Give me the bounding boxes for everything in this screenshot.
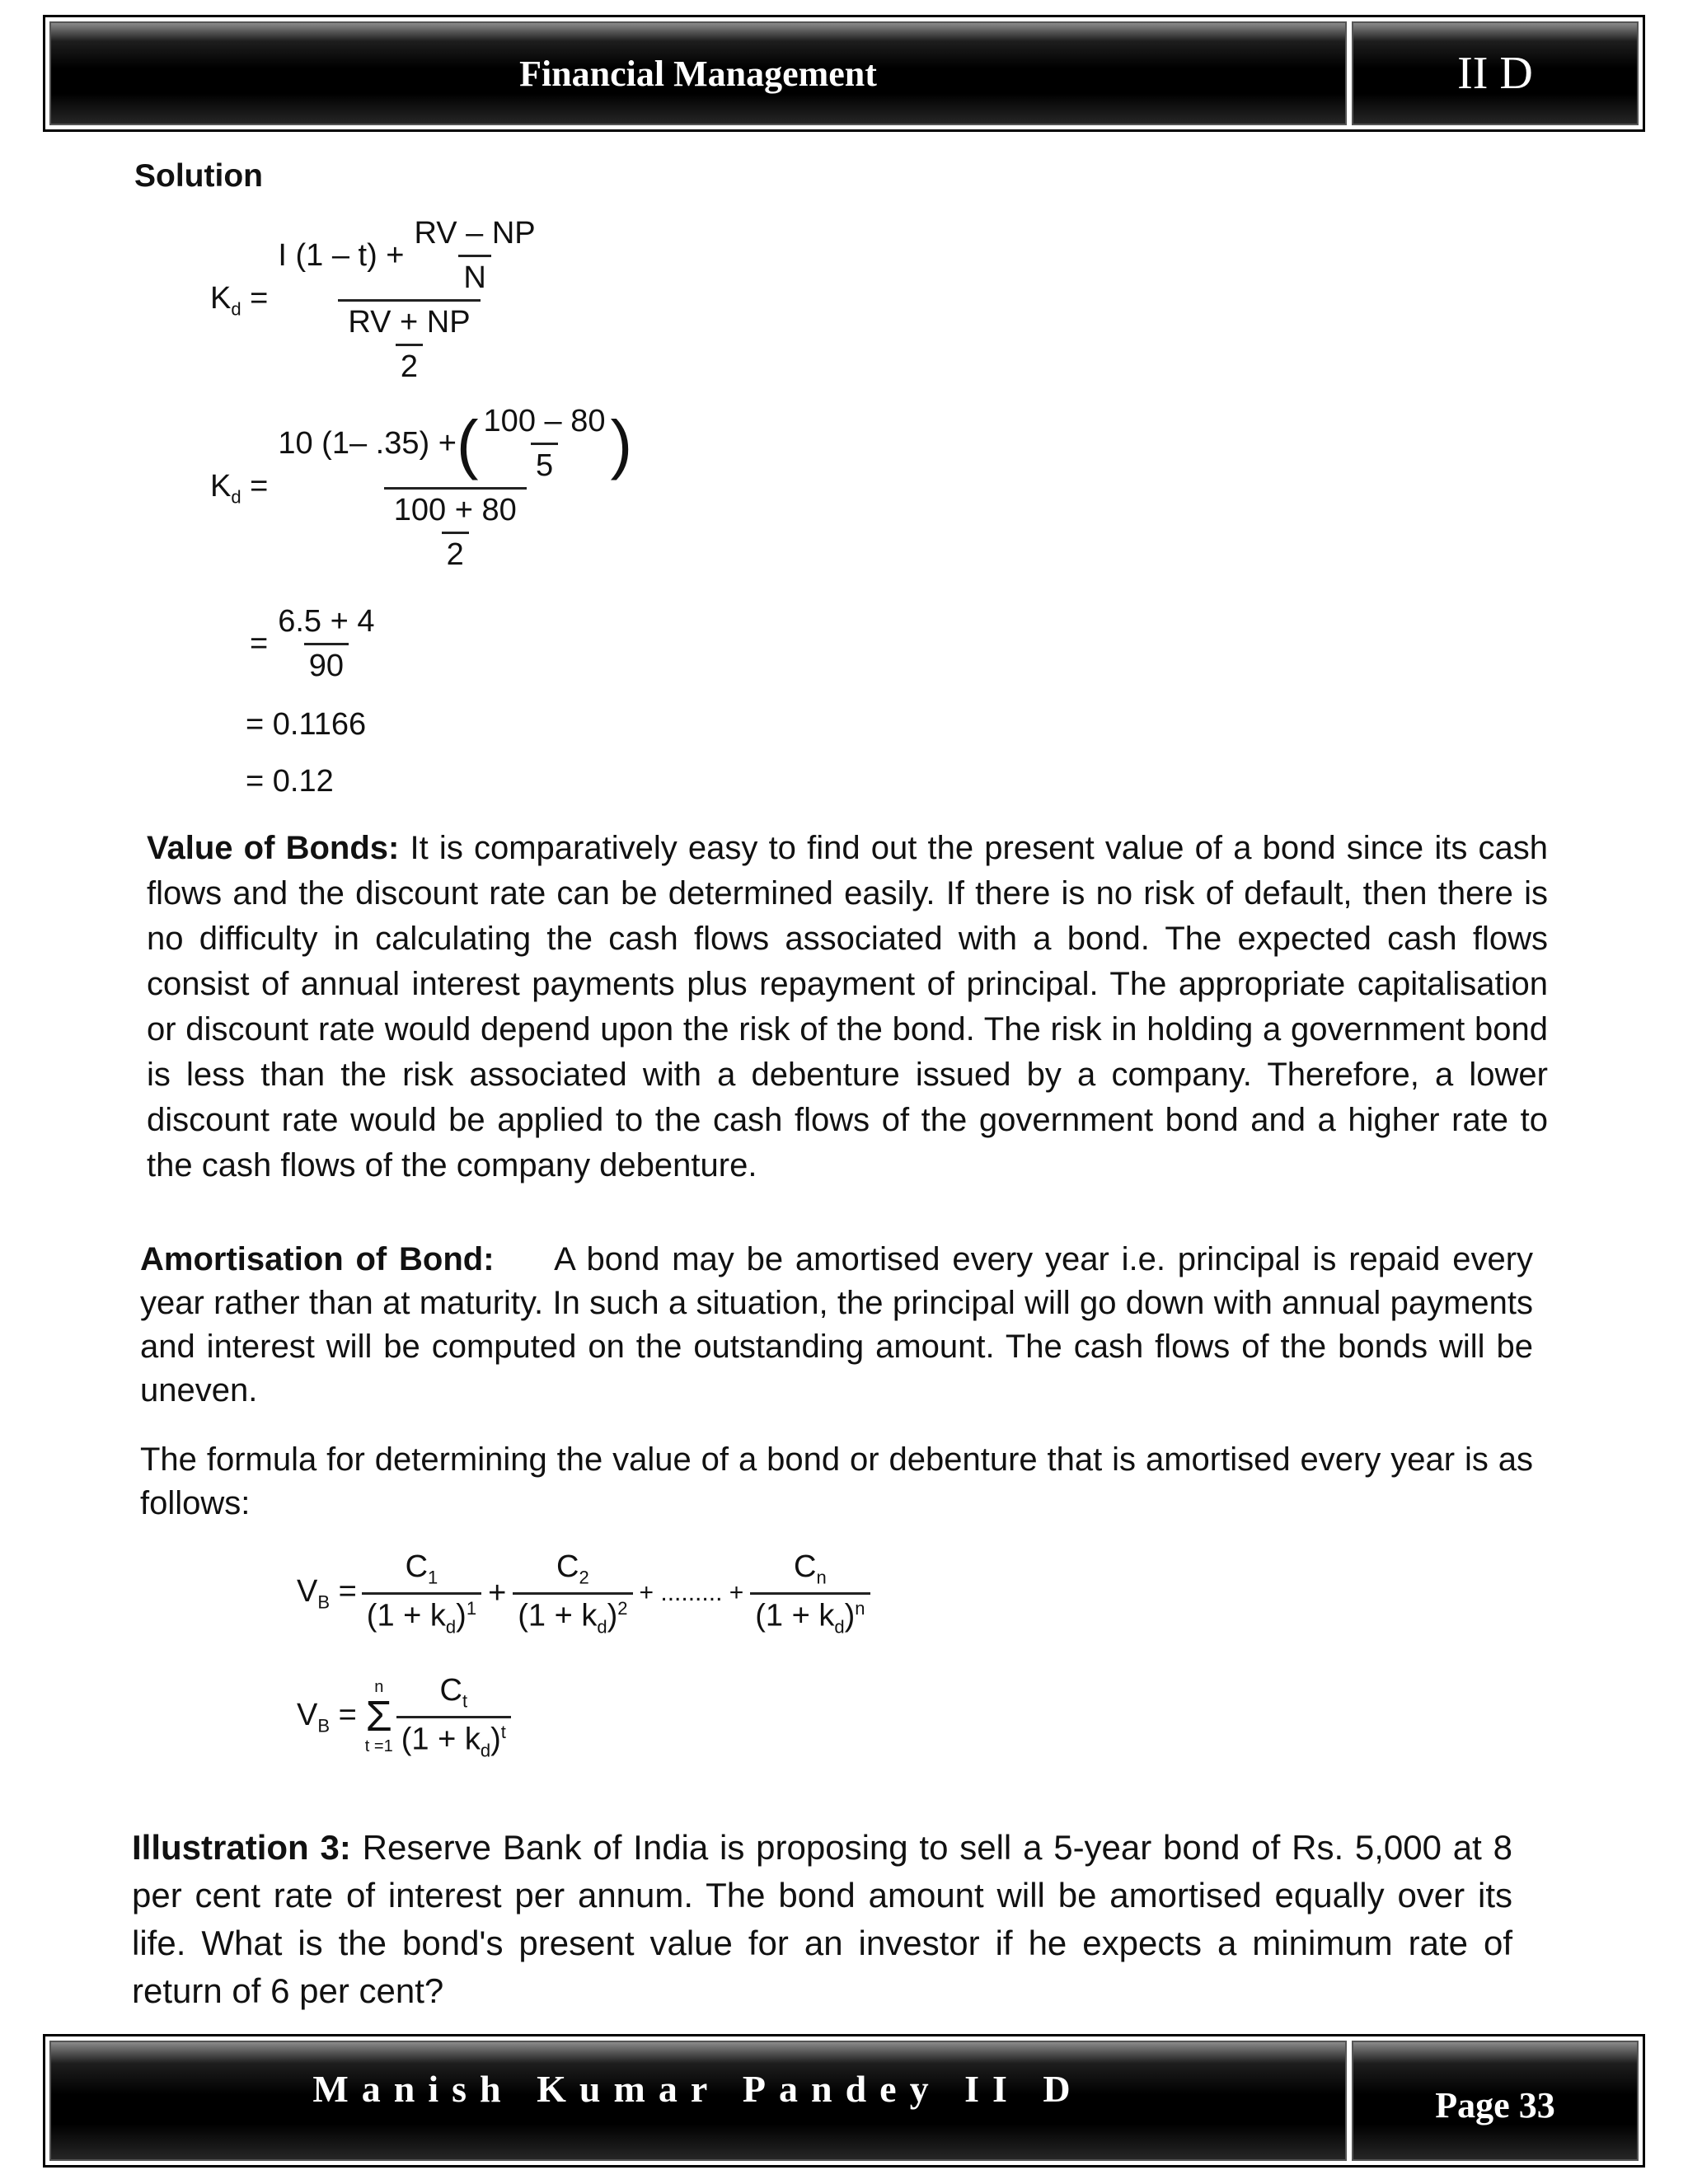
bond-value-summation: $V_B$ = n Σ t =1 $\frac{C_t}{(1 + k_d)^t}$ — [297, 1673, 511, 1761]
formula-intro: The formula for determining the value of a bond or debenture that is amortised every year is as follows: — [140, 1441, 1533, 1521]
amortisation-paragraph: Amortisation of Bond: A bond may be amortised every year i.e. principal is repaid every year rather than at maturity. In such a situation, the principal will go down with annual payments and interest will be computed on the outstanding amount. The cash flows of the bonds will be uneven. — [140, 1241, 1534, 1408]
footer-author: Manish Kumar Pandey II D — [49, 2041, 1347, 2161]
kd-symbol: K — [210, 280, 232, 316]
solution-heading: Solution — [134, 158, 263, 194]
page-footer — [43, 2034, 1645, 2168]
value-of-bonds-paragraph: Value of Bonds: It is comparatively easy to find out the present value of a bond since its cash flows and the discount rate can be determined easily. If there is no risk of default, then there is no difficulty in calculating the cash flows associated with a bond. The expected cash flows consist of annual interest payments plus repayment of principal. The appropriate capitalisation or discount rate would depend upon the risk of the bond. The risk in holding a government bond is less than the risk associated with a debenture issued by a company. Therefore, a lower discount rate would be applied to the cash flows of the government bond and a higher rate to the cash flows of the company debenture. — [147, 830, 1548, 1183]
sigma-icon: n Σ t =1 — [364, 1678, 393, 1756]
bond-value-formula: $V_B$ = $\frac{C_1}{(1 + k_d)^1}$ + $\frac{C_2}{(1 + k_d)^2}$ + ......... + $\frac{C_n}{(1 + k_d)^n}$ — [297, 1549, 870, 1638]
kd-formula: $K_d$ = I (1 – t) + $\frac{RV - NP}{N}$ $\frac{RV + NP}{2}$ — [210, 216, 536, 384]
header-title: Financial Management — [49, 21, 1347, 125]
result-2: = 0.12 — [246, 764, 334, 799]
kd-simplified: = $\frac{6.5 + 4}{90}$ — [250, 604, 375, 683]
page-number: Page 33 — [1352, 2041, 1639, 2161]
kd-substitution: $K_d$ = 10 (1– .35) + ( $\frac{100 - 80}{5}$ ) $\frac{100 + 80}{2}$ — [210, 404, 633, 572]
header-section: II D — [1352, 21, 1639, 125]
result-1: = 0.1166 — [246, 707, 367, 742]
amortisation-heading: Amortisation of Bond: — [140, 1241, 495, 1277]
illustration-heading: Illustration 3: — [132, 1828, 351, 1867]
page-header — [43, 15, 1645, 132]
value-of-bonds-heading: Value of Bonds: — [147, 830, 400, 866]
illustration-paragraph: Illustration 3: Reserve Bank of India is proposing to sell a 5-year bond of Rs. 5,000 at 8 per cent rate of interest per annum. The bond amount will be amortised equally over its life. What is the bond's present value for an investor if he expects a minimum rate of return of 6 per cent? — [132, 1828, 1512, 2010]
interest-term: I (1 – t) + — [278, 238, 405, 273]
